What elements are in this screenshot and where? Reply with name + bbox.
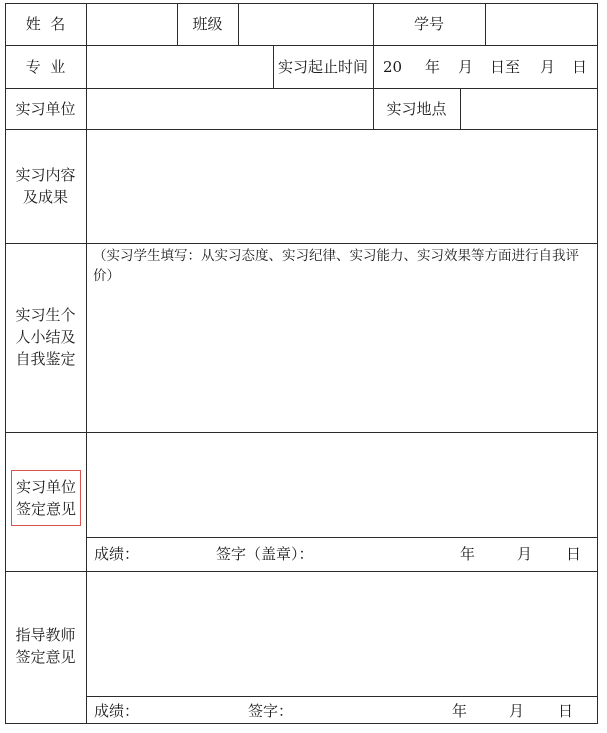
- teacher-opinion-line1: 指导教师: [15, 626, 76, 644]
- summary-label: [5, 304, 86, 370]
- summary-label-line3: 自我鉴定: [15, 350, 76, 368]
- location-field[interactable]: [461, 89, 597, 129]
- period-label: 实习起止时间: [277, 58, 368, 76]
- major-label: 专 业: [25, 58, 66, 76]
- name-label: 姓 名: [25, 15, 66, 33]
- unit-label: 实习单位: [15, 100, 76, 118]
- unit-day-label: 日: [566, 545, 582, 563]
- summary-label-line2: 人小结及: [15, 328, 76, 346]
- content-field[interactable]: [87, 130, 597, 243]
- unit-opinion-label: [11, 476, 81, 520]
- period-day-to: 日至: [490, 58, 521, 76]
- summary-label-line1: 实习生个: [15, 306, 76, 324]
- teacher-day-label: 日: [558, 702, 574, 720]
- content-label-line1: 实习内容: [15, 166, 76, 184]
- unit-opinion-line1: 实习单位: [15, 478, 76, 496]
- class-field[interactable]: [239, 4, 373, 45]
- period-day-end: 日: [572, 58, 588, 76]
- unit-sign-label: 签字（盖章）：: [216, 545, 314, 563]
- row-divider: [5, 243, 598, 244]
- period-month-end: 月: [540, 58, 556, 76]
- border-bottom: [5, 723, 598, 724]
- unit-opinion-line2: 签定意见: [15, 500, 76, 518]
- content-label-line2: 及成果: [22, 188, 68, 206]
- border-right: [597, 3, 598, 724]
- period-year: 年: [425, 58, 441, 76]
- student-id-field[interactable]: [486, 4, 597, 45]
- content-label: [5, 164, 86, 208]
- summary-field[interactable]: [87, 290, 597, 432]
- teacher-score-label: 成绩：: [94, 702, 140, 720]
- unit-opinion-field[interactable]: [87, 433, 597, 537]
- unit-month-label: 月: [517, 545, 533, 563]
- summary-instruction: （实习学生填写：从实习态度、实习纪律、实习能力、实习效果等方面进行自我评价）: [93, 248, 579, 284]
- row-divider: [86, 696, 598, 697]
- unit-score-label: 成绩：: [94, 545, 140, 563]
- teacher-year-label: 年: [452, 702, 468, 720]
- period-month: 月: [458, 58, 474, 76]
- major-field[interactable]: [87, 46, 273, 88]
- location-label: 实习地点: [386, 100, 447, 118]
- unit-year-label: 年: [460, 545, 476, 563]
- teacher-opinion-label: [5, 624, 86, 668]
- class-label: 班级: [192, 15, 223, 33]
- teacher-sign-label: 签字：: [248, 702, 294, 720]
- period-year-prefix: 20: [383, 58, 403, 76]
- row-divider: [86, 537, 598, 538]
- teacher-month-label: 月: [509, 702, 525, 720]
- unit-field[interactable]: [87, 89, 373, 129]
- teacher-opinion-line2: 签定意见: [15, 648, 76, 666]
- teacher-opinion-field[interactable]: [87, 572, 597, 696]
- name-field[interactable]: [87, 4, 177, 45]
- cell-divider: [373, 45, 374, 89]
- student-id-label: 学号: [413, 15, 444, 33]
